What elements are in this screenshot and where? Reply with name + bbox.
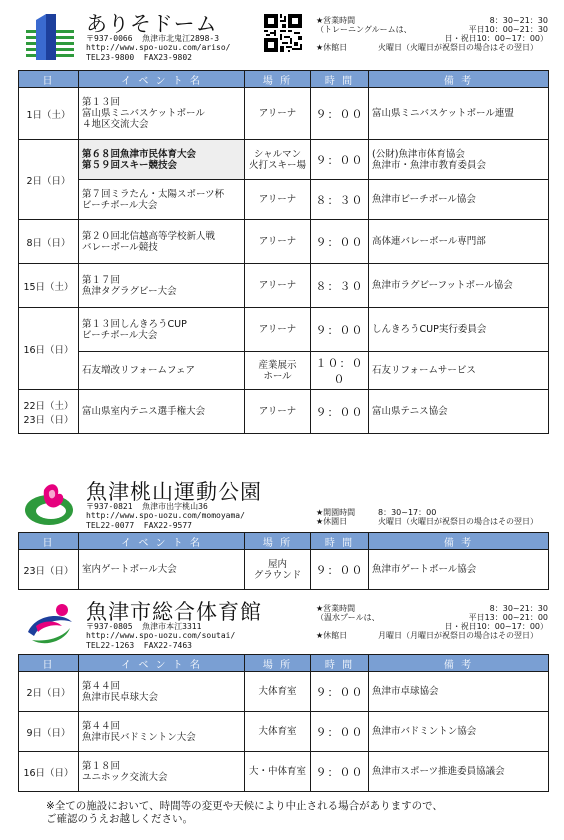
event-place: シャルマン 火打スキー場 (245, 140, 311, 180)
event-time: ９：００ (311, 308, 369, 352)
column-header-date: 日 (19, 533, 79, 550)
event-time: ８：３０ (311, 264, 369, 308)
column-header-event: イ ベ ン ト 名 (79, 533, 245, 550)
event-date: 1日（土） (19, 88, 79, 140)
table-row (19, 672, 549, 712)
column-header-place: 場 所 (245, 71, 311, 88)
event-place: アリーナ (245, 390, 311, 434)
qr-code-icon (264, 14, 302, 52)
column-header-date: 日 (19, 655, 79, 672)
event-note: 魚津市ラグビーフットボール協会 (369, 264, 549, 308)
event-name: 室内ゲートボール大会 (79, 550, 245, 590)
event-date: 2日（日） (19, 672, 79, 712)
event-date: 16日（日） (19, 752, 79, 792)
facility-contact: 〒937-0066 魚津市北鬼江2898-3 http://www.spo-uozu.com/ariso/ TEL23-9800 FAX23-9802 (86, 34, 231, 62)
event-note: 富山県テニス協会 (369, 390, 549, 434)
column-header-event: イ ベ ン ト 名 (79, 71, 245, 88)
table-row (19, 390, 549, 434)
event-name: 第１３回しんきろうCUP ビーチボール大会 (79, 308, 245, 352)
event-name: 第６８回魚津市民体育大会 第５９回スキー競技会 (79, 140, 245, 180)
event-name: 石友増改リフォームフェア (79, 352, 245, 390)
event-note: しんきろうCUP実行委員会 (369, 308, 549, 352)
event-time: ９：００ (311, 752, 369, 792)
section-ariso-dome (18, 6, 548, 434)
event-note: 富山県ミニバスケットボール連盟 (369, 88, 549, 140)
event-date: 8日（日） (19, 220, 79, 264)
ariso-dome-logo-icon (22, 12, 78, 64)
event-place: アリーナ (245, 88, 311, 140)
facility-name: 魚津桃山運動公園 (86, 480, 262, 504)
table-row (19, 550, 549, 590)
table-header-row (19, 71, 549, 88)
table-row (19, 308, 549, 352)
table-row (19, 264, 549, 308)
event-place: 大体育室 (245, 672, 311, 712)
event-place: アリーナ (245, 180, 311, 220)
column-header-time: 時 間 (311, 655, 369, 672)
closed-day: ★休館日 月曜日（月曜日が祝祭日の場合はその翌日） (316, 631, 538, 640)
event-date: 15日（土） (19, 264, 79, 308)
event-time: ９：００ (311, 712, 369, 752)
facility-header (18, 6, 548, 70)
event-name: 第１３回 富山県ミニバスケットボール ４地区交流大会 (79, 88, 245, 140)
table-row (19, 352, 549, 390)
table-row (19, 140, 549, 180)
event-time: ９：００ (311, 220, 369, 264)
event-note: (公財)魚津市体育協会 魚津市・魚津市教育委員会 (369, 140, 549, 180)
event-date: 23日（日） (19, 550, 79, 590)
event-table (18, 654, 549, 792)
event-time: ９：００ (311, 672, 369, 712)
opening-hours: ★営業時間 8：30~21：30 （温水プールは、 平日13：00~21：00 日・祝日10：00~17：00） ★休館日 月曜日（月曜日が祝祭日の場合はその翌日） (316, 604, 548, 640)
event-place: アリーナ (245, 220, 311, 264)
opening-hours: ★開園時間 8：30~17：00 ★休園日 火曜日（火曜日が祝祭日の場合はその翌日） (316, 508, 548, 526)
event-place: 大・中体育室 (245, 752, 311, 792)
closed-day: ★休園日 火曜日（火曜日が祝祭日の場合はその翌日） (316, 517, 538, 526)
event-table (18, 70, 549, 434)
event-note: 魚津市スポーツ推進委員協議会 (369, 752, 549, 792)
event-place: 大体育室 (245, 712, 311, 752)
event-table (18, 532, 549, 590)
event-date: 16日（日） (19, 308, 79, 390)
event-place: 産業展示 ホール (245, 352, 311, 390)
event-time: ８：３０ (311, 180, 369, 220)
column-header-time: 時 間 (311, 71, 369, 88)
table-row (19, 88, 549, 140)
event-name: 第７回ミラたん・太陽スポーツ杯 ビーチボール大会 (79, 180, 245, 220)
momoyama-park-logo-icon (22, 480, 78, 532)
facility-name: 魚津市総合体育館 (86, 600, 262, 624)
facility-header (18, 594, 548, 654)
event-note: 魚津市バドミントン協会 (369, 712, 549, 752)
event-note: 魚津市ビーチボール協会 (369, 180, 549, 220)
event-place: アリーナ (245, 264, 311, 308)
event-time: ９：００ (311, 88, 369, 140)
column-header-place: 場 所 (245, 655, 311, 672)
column-header-note: 備 考 (369, 71, 549, 88)
facility-contact: 〒937-0805 魚津市本江3311 http://www.spo-uozu.com/soutai/ TEL22-1263 FAX22-7463 (86, 622, 236, 650)
event-note: 石友リフォームサービス (369, 352, 549, 390)
table-row (19, 180, 549, 220)
column-header-event: イ ベ ン ト 名 (79, 655, 245, 672)
event-time: ９：００ (311, 550, 369, 590)
event-name: 第４４回 魚津市民バドミントン大会 (79, 712, 245, 752)
event-time: ９：００ (311, 390, 369, 434)
facility-name: ありそドーム (86, 12, 218, 36)
closed-day: ★休館日 火曜日（火曜日が祝祭日の場合はその翌日） (316, 43, 538, 52)
event-name: 富山県室内テニス選手権大会 (79, 390, 245, 434)
facility-header (18, 474, 548, 532)
column-header-note: 備 考 (369, 533, 549, 550)
section-momoyama-park (18, 474, 548, 590)
table-header-row (19, 533, 549, 550)
column-header-date: 日 (19, 71, 79, 88)
event-name: 第４４回 魚津市民卓球大会 (79, 672, 245, 712)
event-date: 22日（土） 23日（日） (19, 390, 79, 434)
general-gymnasium-logo-icon (22, 600, 78, 652)
event-note: 高体連バレーボール専門部 (369, 220, 549, 264)
column-header-note: 備 考 (369, 655, 549, 672)
column-header-place: 場 所 (245, 533, 311, 550)
facility-contact: 〒937-0821 魚津市出字桃山36 http://www.spo-uozu.com/momoyama/ TEL22-0077 FAX22-9577 (86, 502, 245, 530)
table-row (19, 220, 549, 264)
event-time: ９：００ (311, 140, 369, 180)
event-name: 第２０回北信越高等学校新人戦 バレーボール競技 (79, 220, 245, 264)
event-date: 2日（日） (19, 140, 79, 220)
table-header-row (19, 655, 549, 672)
table-row (19, 752, 549, 792)
event-date: 9日（日） (19, 712, 79, 752)
table-row (19, 712, 549, 752)
event-place: 屋内 グラウンド (245, 550, 311, 590)
event-note: 魚津市卓球協会 (369, 672, 549, 712)
footnote: ※全ての施設において、時間等の変更や天候により中止される場合がありますので、 ご確認のうえお越しください。 (46, 800, 443, 825)
event-place: アリーナ (245, 308, 311, 352)
section-general-gymnasium (18, 594, 548, 792)
event-name: 第１７回 魚津タグラグビー大会 (79, 264, 245, 308)
event-note: 魚津市ゲートボール協会 (369, 550, 549, 590)
event-time: １０：００ (311, 352, 369, 390)
column-header-time: 時 間 (311, 533, 369, 550)
opening-hours: ★営業時間 8：30~21：30 （トレーニングルームは、 平日10：00~21：30 日・祝日10：00~17：00） ★休館日 火曜日（火曜日が祝祭日の場合はその翌日） (316, 16, 548, 52)
event-name: 第１８回 ユニホック交流大会 (79, 752, 245, 792)
